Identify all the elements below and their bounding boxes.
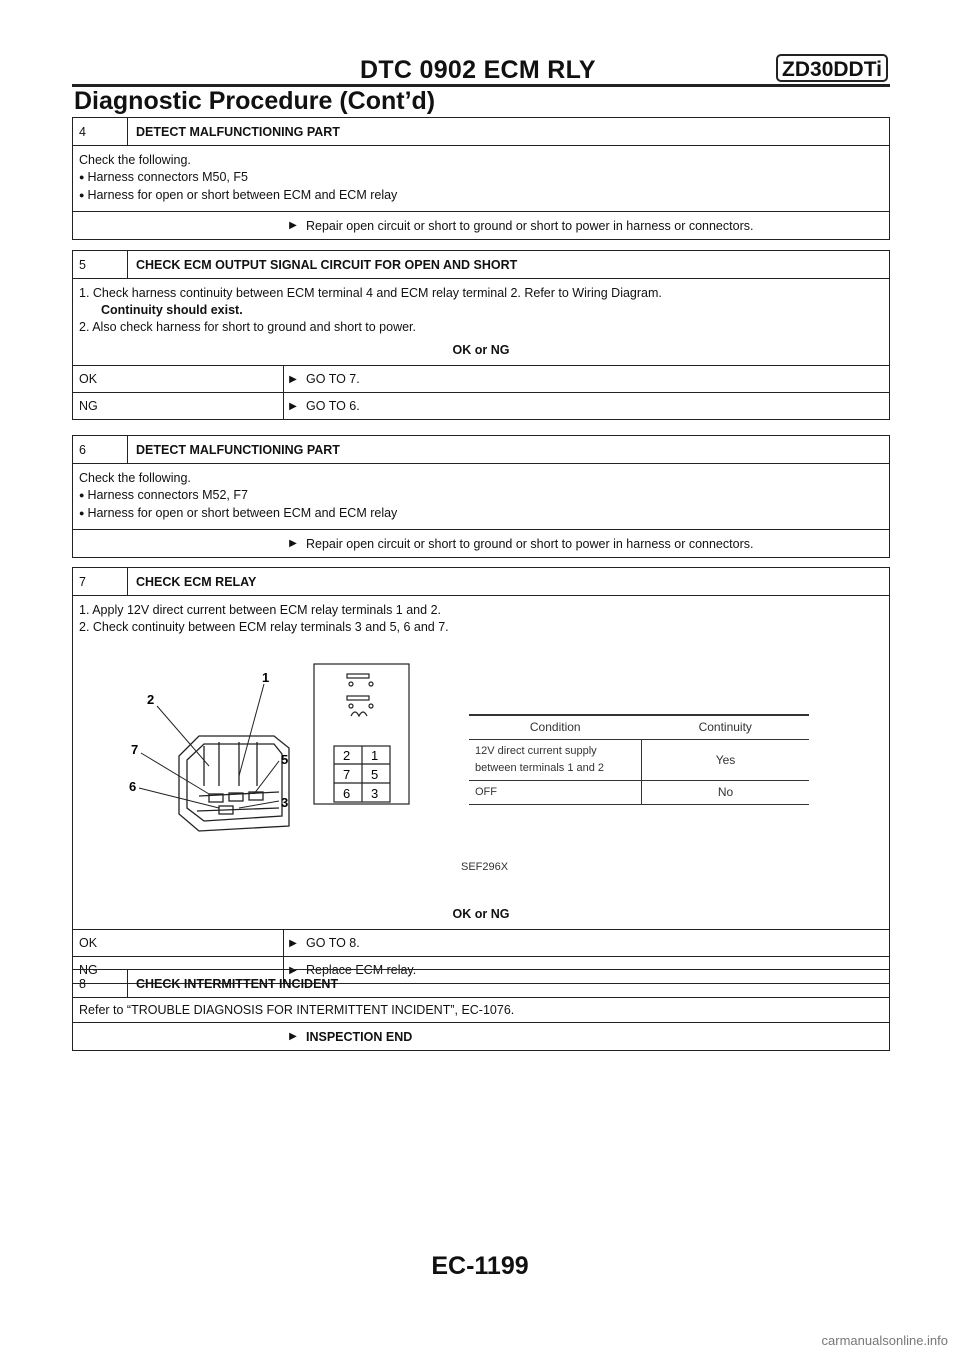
step-5 (72, 250, 890, 420)
relay-schematic (314, 664, 409, 804)
col-header-continuity: Continuity (642, 715, 810, 740)
step-4 (72, 117, 890, 240)
page-number: EC-1199 (431, 1252, 529, 1280)
step-number: 6 (73, 436, 128, 463)
figure-code: SEF296X (461, 861, 509, 873)
arrow-icon: ▶ (289, 1031, 297, 1042)
body-bullet: ● Harness connectors M50, F5 (79, 169, 397, 187)
result-label: OK (73, 366, 284, 392)
step-6 (72, 435, 890, 558)
relay-figure (79, 636, 883, 906)
terminal-1: 1 (371, 748, 379, 763)
terminal-numbers (343, 748, 378, 801)
arrow-icon: ▶ (289, 964, 297, 976)
body-line: 1. Apply 12V direct current between ECM relay terminals 1 and 2. (79, 603, 441, 617)
callout-lines (139, 684, 279, 808)
step-title: CHECK ECM RELAY (136, 574, 257, 589)
arrow-icon: ▶ (289, 937, 297, 949)
body-bullet: ● Harness for open or short between ECM and ECM relay (79, 505, 397, 523)
callout-labels (129, 670, 288, 810)
step-body (73, 596, 889, 929)
watermark: carmanualsonline.info (821, 1333, 948, 1348)
callout-7: 7 (131, 742, 139, 757)
result-label: NG (73, 393, 284, 419)
result-action: GO TO 7. (306, 372, 360, 386)
body-line: 1. Check harness continuity between ECM terminal 4 and ECM relay terminal 2. Refer to Wiring Diagram. (79, 286, 662, 300)
body-line: Check the following. (79, 471, 191, 485)
callout-6: 6 (129, 779, 137, 794)
step-number: 5 (73, 251, 128, 278)
callout-2: 2 (147, 692, 155, 707)
continuity-cell: No (642, 781, 810, 805)
terminal-6: 6 (343, 786, 351, 801)
result-label: OK (73, 930, 284, 956)
body-bullet: ● Harness connectors M52, F7 (79, 487, 397, 505)
step-7 (72, 567, 890, 984)
body-line-bold: Continuity should exist. (101, 303, 243, 317)
step-number: 7 (73, 568, 128, 595)
body-line: Check the following. (79, 153, 191, 167)
condition-cell: OFF (469, 781, 642, 805)
step-body (73, 146, 403, 211)
ok-ng-label: OK or NG (452, 343, 510, 357)
step-body (73, 464, 403, 529)
result-action: GO TO 6. (306, 399, 360, 413)
ok-ng-label: OK or NG (452, 907, 510, 921)
step-number: 8 (73, 970, 128, 997)
step-8 (72, 969, 890, 1051)
result-action: Replace ECM relay. (306, 963, 417, 977)
terminal-3: 3 (371, 786, 379, 801)
continuity-cell: Yes (642, 740, 810, 781)
body-bullet: ● Harness for open or short between ECM and ECM relay (79, 187, 397, 205)
step-title: CHECK ECM OUTPUT SIGNAL CIRCUIT FOR OPEN AND SHORT (136, 257, 518, 272)
step-body: Refer to “TROUBLE DIAGNOSIS FOR INTERMITTENT INCIDENT”, EC-1076. (79, 1002, 515, 1017)
arrow-icon: ▶ (289, 538, 297, 549)
terminal-7: 7 (343, 767, 351, 782)
callout-5: 5 (281, 752, 289, 767)
arrow-icon: ▶ (289, 220, 297, 231)
col-header-condition: Condition (469, 715, 642, 740)
arrow-icon: ▶ (289, 373, 297, 385)
body-line: 2. Check continuity between ECM relay terminals 3 and 5, 6 and 7. (79, 620, 449, 634)
page-subtitle: Diagnostic Procedure (Cont’d) (74, 87, 436, 115)
engine-badge: ZD30DDTi (776, 54, 888, 82)
step-title: DETECT MALFUNCTIONING PART (136, 124, 340, 139)
continuity-table (469, 714, 809, 805)
terminal-5: 5 (371, 767, 379, 782)
step-title: DETECT MALFUNCTIONING PART (136, 442, 340, 457)
terminal-2: 2 (343, 748, 351, 763)
arrow-icon: ▶ (289, 400, 297, 412)
callout-1: 1 (262, 670, 270, 685)
page-title: DTC 0902 ECM RLY (360, 56, 596, 84)
step-action: Repair open circuit or short to ground or short to power in harness or connectors. (306, 536, 754, 551)
step-number: 4 (73, 118, 128, 145)
step-action: Repair open circuit or short to ground or short to power in harness or connectors. (306, 218, 754, 233)
result-label: NG (73, 957, 284, 983)
step-action: INSPECTION END (306, 1029, 413, 1044)
result-action: GO TO 8. (306, 936, 360, 950)
step-title: CHECK INTERMITTENT INCIDENT (136, 976, 339, 991)
step-body (73, 279, 889, 365)
condition-cell: 12V direct current supply between terminals 1 and 2 (469, 740, 642, 781)
callout-3: 3 (281, 795, 289, 810)
body-line: 2. Also check harness for short to ground and short to power. (79, 320, 416, 334)
